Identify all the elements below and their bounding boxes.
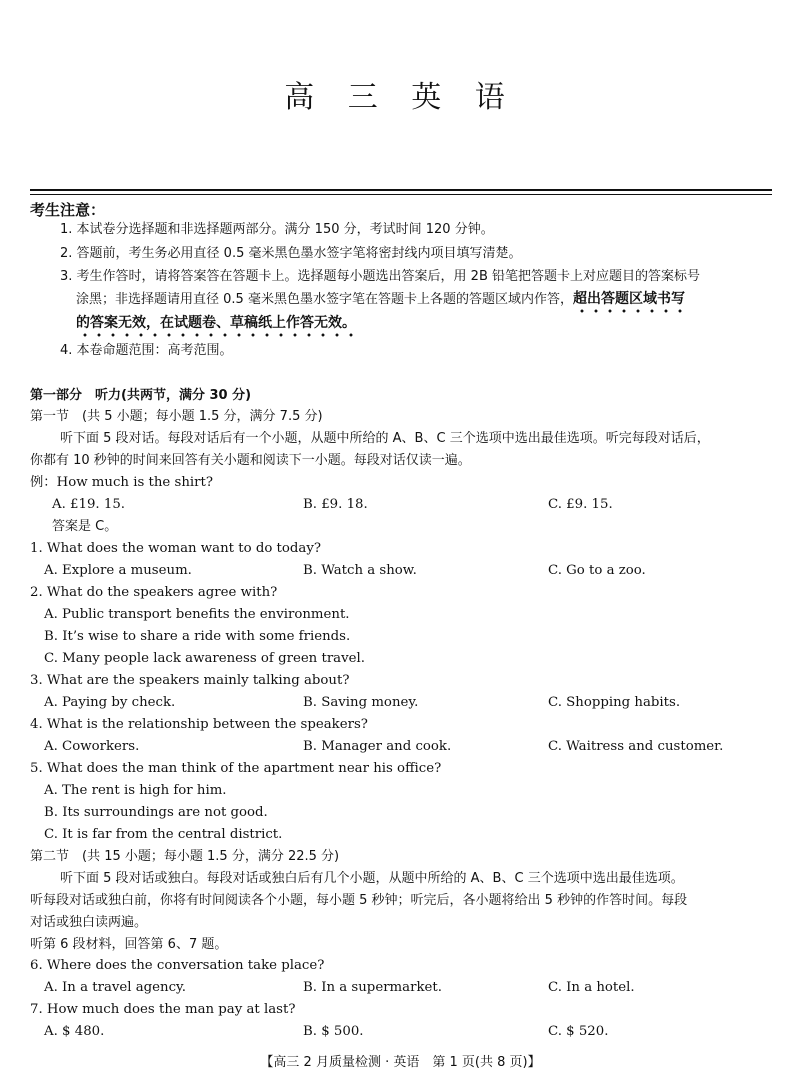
q6-option-b: B. In a supermarket. (303, 980, 442, 995)
q6-option-c: C. In a hotel. (548, 980, 635, 995)
notice-item-4: 4. 本卷命题范围：高考范围。 (60, 343, 233, 358)
page-footer: 【高三 2 月质量检测 · 英语 第 1 页(共 8 页)】 (260, 1055, 541, 1070)
example-question: 例：How much is the shirt? (30, 475, 213, 490)
notice-item-3-text: 涂黑；非选择题请用直径 0.5 毫米黑色墨水签字笔在答题卡上各题的答题区域内作答， (76, 292, 573, 307)
q2-option-a: A. Public transport benefits the environment. (44, 607, 350, 622)
material-6-instruction: 听第 6 段材料，回答第 6、7 题。 (30, 937, 228, 952)
notice-item-3: 3. 考生作答时，请将答案答在答题卡上。选择题每小题选出答案后，用 2B 铅笔把答题卡上对应题目的答案标号 (60, 269, 700, 284)
notice-item-2: 2. 答题前，考生务必用直径 0.5 毫米黑色墨水签字笔将密封线内项目填写清楚。 (60, 246, 522, 261)
section1-intro-2: 你都有 10 秒钟的时间来回答有关小题和阅读下一小题。每段对话仅读一遍。 (30, 453, 471, 468)
section2-intro-1: 听下面 5 段对话或独白。每段对话或独白后有几个小题，从题中所给的 A、B、C 三个选项中选出最佳选项。 (60, 871, 684, 886)
header-rule-thick (30, 189, 772, 191)
q4-option-c: C. Waitress and customer. (548, 739, 724, 754)
notice-item-1: 1. 本试卷分选择题和非选择题两部分。满分 150 分，考试时间 120 分钟。 (60, 222, 494, 237)
q3-option-a: A. Paying by check. (44, 695, 176, 710)
q2-option-b: B. It’s wise to share a ride with some friends. (44, 629, 351, 644)
example-option-a: A. £19. 15. (52, 497, 126, 512)
section2-intro-3: 对话或独白读两遍。 (30, 915, 148, 930)
q7-option-c: C. $ 520. (548, 1024, 609, 1039)
section1-heading: 第一节 (共 5 小题；每小题 1.5 分，满分 7.5 分) (30, 409, 323, 424)
q3-option-c: C. Shopping habits. (548, 695, 681, 710)
q5-option-b: B. Its surroundings are not good. (44, 805, 268, 820)
q1-option-c: C. Go to a zoo. (548, 563, 646, 578)
header-rule-thin (30, 194, 772, 195)
section1-intro-1: 听下面 5 段对话。每段对话后有一个小题，从题中所给的 A、B、C 三个选项中选出最佳选项。听完每段对话后， (60, 431, 710, 446)
example-answer: 答案是 C。 (52, 519, 118, 534)
part1-heading: 第一部分 听力(共两节，满分 30 分) (30, 388, 252, 403)
q5-option-c: C. It is far from the central district. (44, 827, 283, 842)
q4-option-b: B. Manager and cook. (303, 739, 452, 754)
notice-heading: 考生注意： (30, 201, 106, 219)
q1-stem: 1. What does the woman want to do today? (30, 541, 321, 556)
q5-option-a: A. The rent is high for him. (44, 783, 227, 798)
q1-option-a: A. Explore a museum. (44, 563, 192, 578)
notice-emphasis-b: 的答案无效，在试题卷、草稿纸上作答无效。 (76, 315, 356, 338)
section2-intro-2: 听每段对话或独白前，你将有时间阅读各个小题，每小题 5 秒钟；听完后，各小题将给出 5 秒钟的作答时间。每段 (30, 893, 688, 908)
q7-option-b: B. $ 500. (303, 1024, 364, 1039)
page-title: 高 三 英 语 (284, 80, 517, 115)
q4-option-a: A. Coworkers. (44, 739, 140, 754)
q5-stem: 5. What does the man think of the apartment near his office? (30, 761, 442, 776)
q2-option-c: C. Many people lack awareness of green travel. (44, 651, 365, 666)
q2-stem: 2. What do the speakers agree with? (30, 585, 278, 600)
notice-emphasis-a: 超出答题区域书写 (573, 291, 685, 314)
example-option-b: B. £9. 18. (303, 497, 368, 512)
q6-stem: 6. Where does the conversation take place? (30, 958, 325, 973)
q3-stem: 3. What are the speakers mainly talking about? (30, 673, 350, 688)
notice-item-3-end (76, 316, 356, 330)
section2-heading: 第二节 (共 15 小题；每小题 1.5 分，满分 22.5 分) (30, 849, 340, 864)
q7-option-a: A. $ 480. (44, 1024, 105, 1039)
q4-stem: 4. What is the relationship between the speakers? (30, 717, 368, 732)
q6-option-a: A. In a travel agency. (44, 980, 187, 995)
q1-option-b: B. Watch a show. (303, 563, 417, 578)
example-option-c: C. £9. 15. (548, 497, 613, 512)
notice-item-3-cont (76, 292, 685, 306)
q3-option-b: B. Saving money. (303, 695, 419, 710)
q7-stem: 7. How much does the man pay at last? (30, 1002, 296, 1017)
